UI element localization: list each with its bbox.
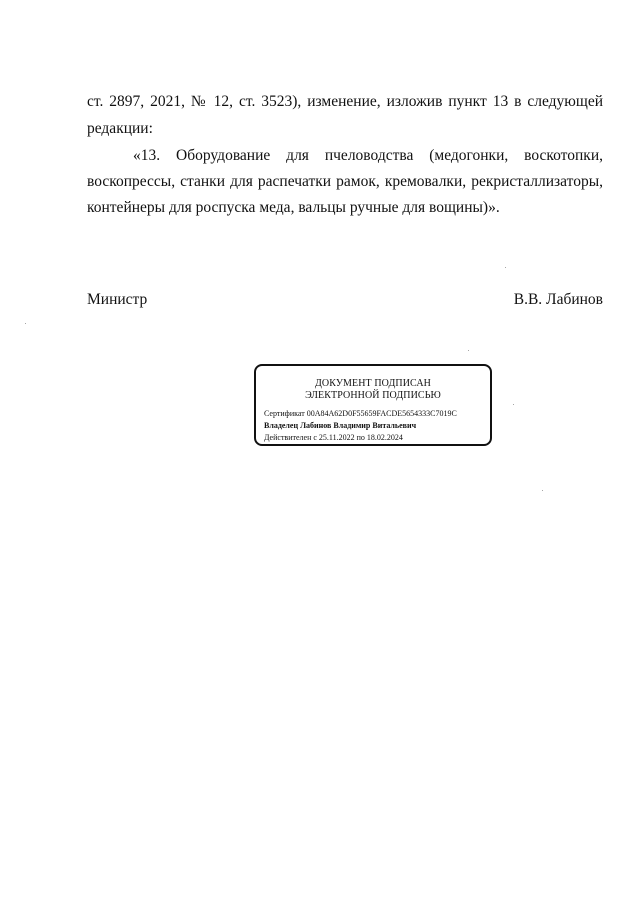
scan-speck xyxy=(25,323,26,324)
paragraph-2-line-2: воскопрессы, станки для распечатки рамок, кремовалки, рекристаллизаторы, xyxy=(87,173,603,190)
stamp-owner-value: Лабинов Владимир Витальевич xyxy=(300,421,417,430)
stamp-owner-row xyxy=(264,421,416,431)
electronic-signature-stamp xyxy=(254,364,492,446)
paragraph-1-line-1: ст. 2897, 2021, № 12, ст. 3523), изменение, изложив пункт 13 в следующей xyxy=(87,93,603,110)
stamp-title-line-1: ДОКУМЕНТ ПОДПИСАН xyxy=(315,378,431,389)
paragraph-2-line-1: «13. Оборудование для пчеловодства (медогонки, воскотопки, xyxy=(133,147,603,164)
stamp-validity-row xyxy=(264,433,403,443)
stamp-certificate-row xyxy=(264,409,457,419)
stamp-certificate-value: 00A84A62D0F55659FACDE5654333C7019C xyxy=(306,409,457,418)
stamp-valid-from: 25.11.2022 xyxy=(318,433,355,442)
stamp-valid-to: 18.02.2024 xyxy=(366,433,403,442)
stamp-valid-label: Действителен с xyxy=(264,433,317,442)
stamp-title-line-2: ЭЛЕКТРОННОЙ ПОДПИСЬЮ xyxy=(305,390,441,401)
stamp-owner-label: Владелец xyxy=(264,421,299,430)
stamp-certificate-label: Сертификат xyxy=(264,409,305,418)
scan-speck xyxy=(468,350,469,351)
paragraph-1-line-2: редакции: xyxy=(87,120,153,137)
stamp-valid-to-label: по xyxy=(356,433,365,442)
scan-speck xyxy=(505,267,506,268)
signer-name: В.В. Лабинов xyxy=(513,291,603,308)
minister-title: Министр xyxy=(87,291,148,308)
scan-speck xyxy=(513,404,514,405)
paragraph-2-line-3: контейнеры для роспуска меда, вальцы ручные для вощины)». xyxy=(87,199,500,216)
scan-speck xyxy=(542,490,543,491)
